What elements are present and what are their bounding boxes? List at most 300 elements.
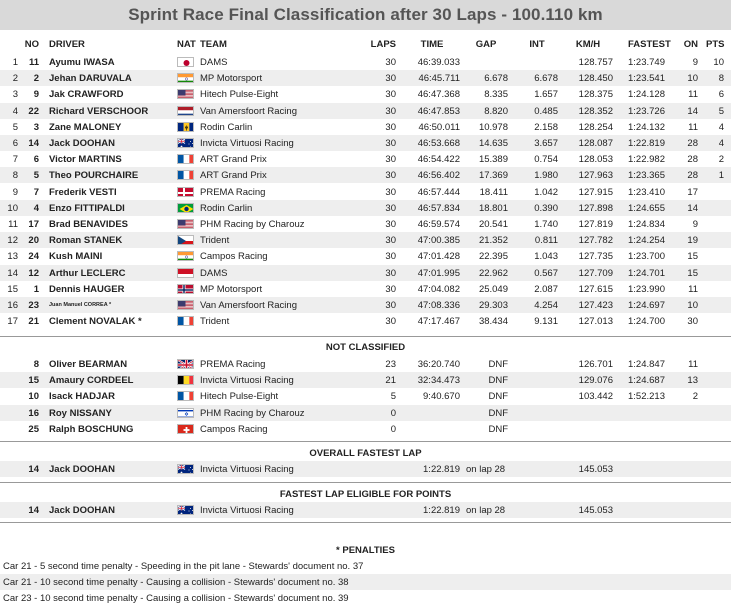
interval: 2.087 (534, 283, 558, 295)
barbados-flag-icon (177, 122, 194, 132)
table-row (0, 184, 731, 200)
interval: 0.485 (534, 105, 558, 117)
driver-name: Oliver BEARMAN (49, 359, 128, 370)
race-time: 46:54.422 (417, 154, 460, 166)
status: DNF (488, 407, 508, 419)
table-row (0, 200, 731, 216)
usa-flag-icon (177, 300, 194, 310)
car-number: 14 (28, 505, 39, 516)
team-name: Invicta Virtuosi Racing (200, 138, 294, 149)
position: 13 (7, 251, 18, 263)
belgium-flag-icon (177, 375, 194, 385)
fastest-on-lap: 10 (687, 73, 698, 85)
table-row (0, 372, 731, 388)
australia-flag-icon (177, 138, 194, 148)
fastest-lap: 1:24.128 (628, 89, 665, 101)
driver-name: Jak CRAWFORD (49, 89, 124, 101)
team-name: PHM Racing by Charouz (200, 407, 305, 419)
driver-name: Zane MALONEY (49, 121, 122, 133)
position: 11 (8, 219, 18, 230)
fastest-lap: 1:22.982 (628, 154, 665, 166)
driver-name: Jack DOOHAN (49, 138, 115, 149)
gap: 8.820 (484, 105, 508, 117)
fastest-on-lap: 17 (687, 186, 698, 198)
laps: 30 (385, 219, 396, 230)
team-name: PREMA Racing (200, 359, 266, 370)
car-number: 11 (28, 57, 39, 68)
col-team: TEAM (200, 39, 227, 50)
page-title: Sprint Race Final Classification after 30 Laps - 100.110 km (128, 5, 603, 24)
table-row (0, 54, 731, 70)
fastest-lap: 1:24.700 (628, 316, 665, 328)
laps: 30 (385, 154, 396, 166)
speed-kmh: 128.053 (578, 154, 613, 166)
laps: 0 (390, 423, 396, 435)
fastest-on-lap: 11 (688, 121, 698, 133)
speed-kmh: 127.423 (578, 300, 613, 311)
switzerland-flag-icon (177, 424, 194, 434)
race-time: 47:04.082 (417, 283, 460, 295)
position: 2 (12, 73, 18, 85)
penalty-item (0, 590, 731, 606)
table-row (0, 461, 731, 477)
speed-kmh: 127.735 (578, 251, 613, 263)
status: DNF (488, 375, 508, 387)
race-time: 46:45.711 (418, 73, 460, 85)
team-name: DAMS (200, 267, 228, 279)
fastest-on-lap: 15 (687, 267, 698, 279)
laps: 30 (385, 251, 396, 263)
team-name: Campos Racing (200, 251, 268, 263)
col-time: TIME (420, 39, 444, 50)
laps: 30 (385, 186, 396, 198)
australia-flag-icon (177, 464, 194, 474)
race-time: 46:57.444 (417, 186, 460, 198)
fastest-lap: 1:23.365 (628, 170, 665, 182)
gap: 22.962 (478, 267, 508, 279)
race-time: 47:00.385 (417, 235, 460, 247)
lap-time: 1:22.819 (423, 505, 460, 516)
czech-flag-icon (177, 235, 194, 245)
position: 9 (12, 186, 18, 198)
speed-kmh: 145.053 (578, 464, 613, 475)
table-row (0, 388, 731, 404)
table-row (0, 167, 731, 183)
col-laps: LAPS (370, 39, 396, 50)
points: 2 (718, 154, 724, 166)
team-name: DAMS (200, 57, 228, 68)
speed-kmh: 127.963 (578, 170, 613, 182)
fastest-on-lap: 28 (687, 154, 698, 166)
netherlands-flag-icon (177, 106, 194, 116)
car-number: 9 (33, 89, 39, 101)
status: DNF (488, 359, 508, 370)
brazil-flag-icon (177, 203, 194, 213)
speed-kmh: 126.701 (578, 359, 613, 370)
position: 4 (12, 105, 18, 117)
interval: 2.158 (534, 121, 558, 133)
interval: 1.042 (534, 186, 558, 198)
speed-kmh: 127.915 (578, 186, 613, 198)
car-number: 5 (33, 170, 39, 182)
denmark-flag-icon (177, 187, 194, 197)
team-name: Trident (200, 316, 230, 328)
table-row (0, 265, 731, 281)
status: DNF (488, 423, 508, 435)
fastest-lap: 1:23.726 (628, 105, 665, 117)
interval: 3.657 (534, 138, 558, 149)
race-time: 46:50.011 (418, 121, 460, 133)
fastest-lap: 1:24.701 (628, 267, 665, 279)
race-time: 36:20.740 (417, 359, 460, 370)
position: 3 (12, 89, 18, 101)
race-time: 47:01.995 (417, 267, 460, 279)
table-row (0, 103, 731, 119)
fastest-lap: 1:23.541 (628, 73, 665, 85)
speed-kmh: 127.709 (578, 267, 613, 279)
race-time: 47:08.336 (417, 300, 460, 311)
position: 7 (12, 154, 18, 166)
table-row (0, 502, 731, 518)
france-flag-icon (177, 170, 194, 180)
overall-fastest-title: OVERALL FASTEST LAP (309, 448, 422, 459)
interval: 0.754 (534, 154, 558, 166)
fastest-on-lap: 30 (687, 316, 698, 328)
race-time: 46:39.033 (417, 57, 460, 68)
team-name: ART Grand Prix (200, 170, 267, 182)
israel-flag-icon (177, 408, 194, 418)
fastest-on-lap: 14 (687, 105, 698, 117)
points: 4 (718, 138, 724, 149)
laps: 30 (385, 105, 396, 117)
fastest-on-lap: 14 (687, 202, 698, 214)
team-name: Van Amersfoort Racing (200, 300, 297, 311)
speed-kmh: 128.254 (578, 121, 613, 133)
team-name: Van Amersfoort Racing (200, 105, 297, 117)
driver-name: Clement NOVALAK * (49, 316, 142, 328)
col-fastest: FASTEST (628, 39, 671, 50)
position: 14 (7, 267, 18, 279)
car-number: 12 (28, 267, 39, 279)
col-no: NO (24, 39, 39, 50)
fastest-lap: 1:23.749 (628, 57, 665, 68)
car-number: 23 (28, 300, 39, 311)
col-int: INT (529, 39, 545, 50)
race-time: 46:53.668 (417, 138, 460, 149)
points: 10 (713, 57, 724, 68)
table-row (0, 216, 731, 232)
table-row (0, 232, 731, 248)
lap-number: on lap 28 (466, 505, 506, 516)
penalty-item (0, 574, 731, 590)
fastest-lap: 1:24.697 (628, 300, 665, 311)
speed-kmh: 128.450 (578, 73, 613, 85)
fastest-on-lap: 9 (692, 57, 698, 68)
car-number: 25 (28, 423, 39, 435)
table-row (0, 86, 731, 102)
race-time: 9:40.670 (423, 391, 460, 403)
gap: 8.335 (484, 89, 508, 101)
gap: 20.541 (478, 219, 508, 230)
table-row (0, 135, 731, 151)
gap: 18.411 (479, 186, 508, 198)
speed-kmh: 128.757 (578, 57, 613, 68)
position: 6 (12, 138, 18, 149)
col-on: ON (683, 39, 698, 50)
position: 12 (7, 235, 18, 247)
car-number: 1 (33, 283, 39, 295)
driver-name: Ayumu IWASA (49, 57, 115, 68)
car-number: 8 (33, 359, 39, 370)
driver-name: Victor MARTINS (49, 154, 122, 166)
penalty-text: Car 23 - 10 second time penalty - Causing a collision - Stewards' document no. 39 (3, 593, 349, 604)
driver-name: Roman STANEK (49, 235, 123, 247)
gap: 14.635 (478, 138, 508, 149)
team-name: Hitech Pulse-Eight (200, 391, 279, 403)
team-name: MP Motorsport (200, 73, 263, 85)
team-name: Campos Racing (200, 423, 268, 435)
interval: 1.043 (534, 251, 558, 263)
points: 6 (718, 89, 724, 101)
race-time: 46:59.574 (417, 219, 460, 230)
col-driver: DRIVER (49, 39, 85, 50)
driver-name: Dennis HAUGER (49, 283, 125, 295)
interval: 1.980 (534, 170, 558, 182)
table-row (0, 70, 731, 86)
car-number: 16 (28, 407, 39, 419)
table-row (0, 119, 731, 135)
race-time: 46:56.402 (417, 170, 460, 182)
fastest-on-lap: 2 (692, 391, 698, 403)
fastest-on-lap: 28 (687, 170, 698, 182)
lap-time: 1:22.819 (423, 464, 460, 475)
team-name: Rodin Carlin (200, 121, 253, 133)
speed-kmh: 128.352 (578, 105, 613, 117)
car-number: 4 (33, 202, 39, 214)
col-gap: GAP (475, 39, 497, 50)
table-row (0, 151, 731, 167)
col-pts: PTS (706, 39, 725, 50)
gap: 29.303 (478, 300, 508, 311)
race-time: 32:34.473 (417, 375, 460, 387)
title-bar (0, 0, 731, 30)
interval: 0.811 (534, 235, 558, 247)
driver-name: Frederik VESTI (49, 186, 117, 198)
table-row (0, 356, 731, 372)
fastest-lap: 1:23.410 (628, 186, 665, 198)
table-row (0, 421, 731, 437)
position: 16 (7, 300, 18, 311)
usa-flag-icon (177, 89, 194, 99)
laps: 21 (385, 375, 396, 387)
fastest-on-lap: 19 (687, 235, 698, 247)
car-number: 14 (28, 464, 39, 475)
position: 17 (7, 316, 18, 328)
divider (0, 336, 731, 337)
speed-kmh: 129.076 (578, 375, 613, 387)
points: 1 (718, 170, 724, 182)
interval: 1.657 (534, 89, 558, 101)
driver-name: Ralph BOSCHUNG (49, 423, 134, 435)
speed-kmh: 128.375 (578, 89, 613, 101)
france-flag-icon (177, 316, 194, 326)
laps: 30 (385, 73, 396, 85)
laps: 30 (385, 235, 396, 247)
fastest-on-lap: 11 (688, 359, 698, 370)
fastest-lap: 1:22.819 (628, 138, 665, 149)
laps: 30 (385, 89, 396, 101)
fastest-lap: 1:52.213 (628, 391, 665, 403)
car-number: 2 (33, 73, 39, 85)
laps: 30 (385, 300, 396, 311)
gap: 15.389 (478, 154, 508, 166)
team-name: PHM Racing by Charouz (200, 219, 305, 230)
interval: 0.390 (534, 202, 558, 214)
team-name: MP Motorsport (200, 283, 263, 295)
speed-kmh: 127.782 (578, 235, 613, 247)
race-time: 46:47.368 (417, 89, 460, 101)
speed-kmh: 127.819 (578, 219, 613, 230)
india-flag-icon (177, 73, 194, 83)
laps: 30 (385, 316, 396, 328)
laps: 30 (385, 202, 396, 214)
team-name: Invicta Virtuosi Racing (200, 505, 294, 516)
position: 15 (7, 283, 18, 295)
fastest-lap: 1:24.132 (628, 121, 665, 133)
driver-name: Brad BENAVIDES (49, 219, 129, 230)
car-number: 7 (33, 186, 39, 198)
lap-number: on lap 28 (466, 464, 506, 475)
points: 5 (718, 105, 724, 117)
car-number: 10 (28, 391, 39, 403)
interval: 0.567 (534, 267, 558, 279)
interval: 6.678 (534, 73, 558, 85)
laps: 30 (385, 170, 396, 182)
car-number: 6 (33, 154, 39, 166)
race-time: 46:47.853 (417, 105, 460, 117)
monaco-flag-icon (177, 268, 194, 278)
gap: 18.801 (478, 202, 508, 214)
gap: 6.678 (484, 73, 508, 85)
driver-name: Jehan DARUVALA (49, 73, 132, 85)
car-number: 17 (28, 219, 39, 230)
points: 4 (718, 121, 724, 133)
team-name: Invicta Virtuosi Racing (200, 464, 294, 475)
laps: 30 (385, 138, 396, 149)
position: 10 (7, 202, 18, 214)
fastest-lap: 1:24.687 (628, 375, 665, 387)
driver-name: Jack DOOHAN (49, 464, 115, 475)
fastest-lap: 1:23.700 (628, 251, 665, 263)
race-time: 46:57.834 (417, 202, 460, 214)
points: 8 (718, 73, 724, 85)
driver-name: Richard VERSCHOOR (49, 105, 149, 117)
col-kmh: KM/H (575, 39, 601, 50)
table-row (0, 297, 731, 313)
laps: 30 (385, 283, 396, 295)
car-number: 20 (28, 235, 39, 247)
norway-flag-icon (177, 284, 194, 294)
team-name: ART Grand Prix (200, 154, 267, 166)
speed-kmh: 145.053 (578, 505, 613, 516)
australia-flag-icon (177, 505, 194, 515)
divider (0, 522, 731, 523)
driver-name: Enzo FITTIPALDI (49, 202, 125, 214)
laps: 5 (390, 391, 396, 403)
fastest-lap: 1:24.847 (628, 359, 665, 370)
japan-flag-icon (177, 57, 194, 67)
car-number: 24 (28, 251, 39, 263)
team-name: Rodin Carlin (200, 202, 253, 214)
fastest-lap: 1:24.655 (628, 202, 665, 214)
status: DNF (488, 391, 508, 403)
fastest-on-lap: 10 (687, 300, 698, 311)
gap: 10.978 (478, 121, 508, 133)
team-name: Invicta Virtuosi Racing (200, 375, 294, 387)
gap: 38.434 (478, 316, 508, 328)
fastest-lap: 1:23.990 (628, 283, 665, 295)
driver-name: Roy NISSANY (49, 407, 112, 419)
driver-name: Theo POURCHAIRE (49, 170, 139, 182)
car-number: 22 (28, 105, 39, 117)
speed-kmh: 127.013 (578, 316, 613, 328)
table-row (0, 313, 731, 329)
col-nat: NAT (177, 39, 196, 50)
uk-flag-icon (177, 359, 194, 369)
fastest-on-lap: 11 (688, 283, 698, 295)
car-number: 14 (28, 138, 39, 149)
speed-kmh: 127.615 (578, 283, 613, 295)
driver-name: Amaury CORDEEL (49, 375, 134, 387)
fastest-on-lap: 15 (687, 251, 698, 263)
car-number: 3 (33, 121, 39, 133)
laps: 30 (385, 57, 396, 68)
fastest-on-lap: 9 (692, 219, 698, 230)
laps: 0 (390, 407, 396, 419)
driver-name: Juan Manuel CORREA * (49, 302, 112, 308)
india-flag-icon (177, 251, 194, 261)
penalty-item (0, 558, 731, 574)
gap: 17.369 (478, 170, 508, 182)
fastest-lap: 1:24.834 (628, 219, 665, 230)
laps: 30 (385, 121, 396, 133)
penalties-title: * PENALTIES (336, 545, 395, 556)
table-header (0, 37, 731, 52)
gap: 25.049 (478, 283, 508, 295)
fastest-on-lap: 28 (687, 138, 698, 149)
position: 1 (12, 57, 18, 68)
team-name: Trident (200, 235, 230, 247)
divider (0, 441, 731, 442)
position: 5 (12, 121, 18, 133)
team-name: PREMA Racing (200, 186, 266, 198)
driver-name: Kush MAINI (49, 251, 103, 263)
usa-flag-icon (177, 219, 194, 229)
not-classified-title: NOT CLASSIFIED (325, 342, 406, 353)
france-flag-icon (177, 154, 194, 164)
race-time: 47:17.467 (417, 316, 460, 328)
laps: 30 (385, 267, 396, 279)
penalty-text: Car 21 - 10 second time penalty - Causing a collision - Stewards' document no. 38 (3, 577, 349, 588)
team-name: Hitech Pulse-Eight (200, 89, 279, 101)
driver-name: Isack HADJAR (49, 391, 115, 403)
car-number: 21 (28, 316, 39, 328)
divider (0, 482, 731, 483)
france-flag-icon (177, 391, 194, 401)
position: 8 (12, 170, 18, 182)
driver-name: Jack DOOHAN (49, 505, 115, 516)
fastest-lap: 1:24.254 (628, 235, 665, 247)
